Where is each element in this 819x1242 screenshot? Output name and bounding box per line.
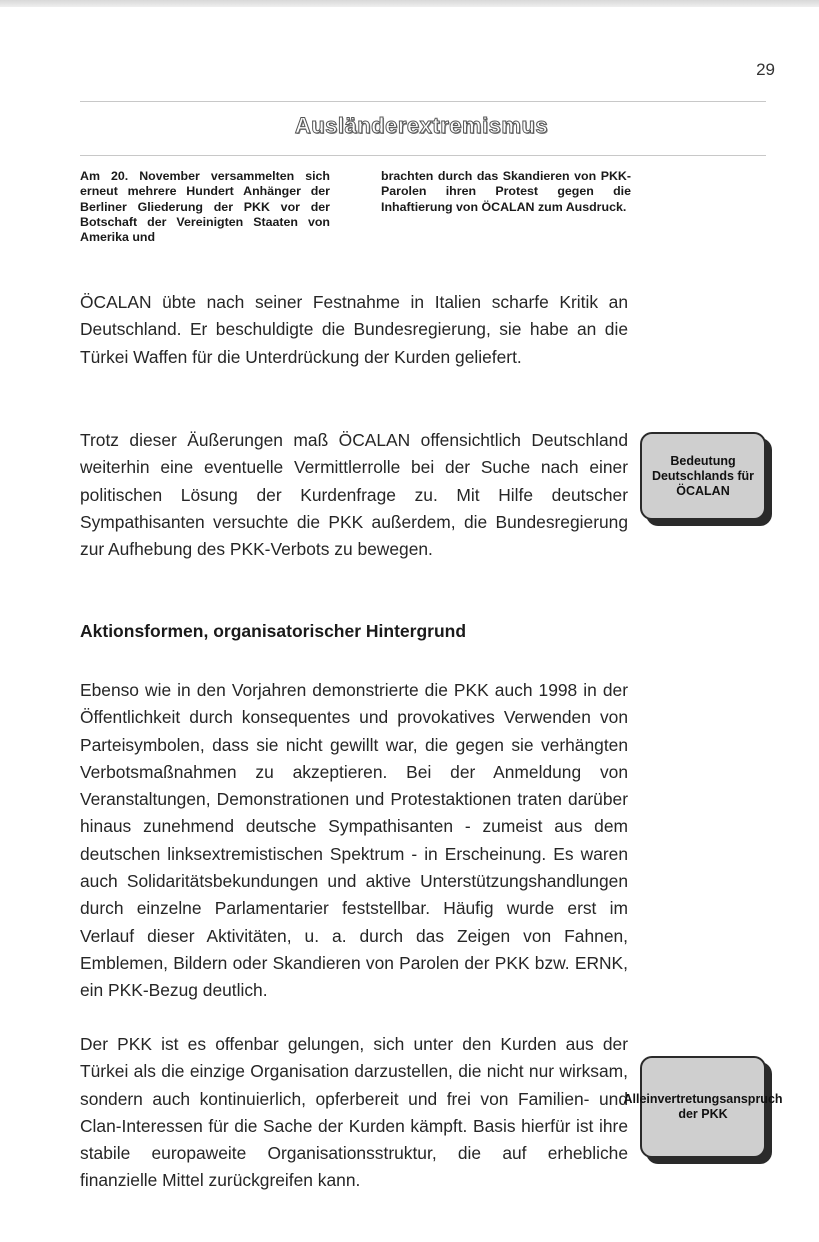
header-rule-bottom bbox=[80, 155, 766, 156]
paragraph-public-demonstrations: Ebenso wie in den Vorjahren demonstrierte die PKK auch 1998 in der Öffentlichkeit durch konsequentes und provokatives Verwenden von Parteisymbolen, dass sie nicht gewillt war, die gegen sie verhängten Verbotsmaßnahmen zu akzeptieren. Bei der Anmeldung von Veranstaltungen, Demonstrationen und Protestaktionen traten darüber hinaus zunehmend deutsche Sympathisanten - zumeist aus dem deutschen linksextremistischen Spektrum - in Erscheinung. Es waren auch Solidaritätsbekundungen und aktive Unterstützungshandlungen durch einzelne Parlamentarier feststellbar. Häufig wurde erst im Verlauf dieser Aktivitäten, u. a. durch das Zeigen von Fahnen, Emblemen, Bildern oder Skandieren von Parolen der PKK bzw. ERNK, ein PKK-Bezug deutlich. bbox=[80, 680, 628, 1001]
intro-column-right: brachten durch das Skandieren von PKK-Parolen ihren Protest gegen die Inhaftierung von ÖCALAN zum Ausdruck. bbox=[381, 169, 631, 214]
paragraph-oecalan-critique: ÖCALAN übte nach seiner Festnahme in Italien scharfe Kritik an Deutschland. Er beschuldigte die Bundesregierung, sie habe an die Türkei Waffen für die Unterdrückung der Kurden geliefert. bbox=[80, 292, 628, 367]
margin-note-importance: Bedeutung Deutschlands für ÖCALAN bbox=[640, 432, 766, 520]
page-number: 29 bbox=[756, 60, 775, 79]
intro-column-left: Am 20. November versammelten sich erneut mehrere Hundert Anhänger der Berliner Gliederung der PKK vor der Botschaft der Vereinigten Staaten von Amerika und bbox=[80, 169, 330, 245]
top-edge-bar bbox=[0, 0, 819, 7]
margin-note-sole-representation: Alleinvertretungsanspruch der PKK bbox=[640, 1056, 766, 1158]
paragraph-sole-representation: Der PKK ist es offenbar gelungen, sich unter den Kurden aus der Türkei als die einzige Organisation darzustellen, die nicht nur wirksam, sondern auch kontinuierlich, opferbereit und frei von Familien- und Clan-Interessen für die Sache der Kurden kämpft. Basis hierfür ist ihre stabile europaweite Organisationsstruktur, die auf erhebliche finanzielle Mittel zurückgreifen kann. bbox=[80, 1034, 628, 1191]
paragraph-mediator-role: Trotz dieser Äußerungen maß ÖCALAN offensichtlich Deutschland weiterhin eine eventuelle Vermittlerrolle bei der Suche nach einer politischen Lösung der Kurdenfrage zu. Mit Hilfe deutscher Sympathisanten versuchte die PKK außerdem, die Bundesregierung zur Aufhebung des PKK-Verbots zu bewegen. bbox=[80, 430, 628, 560]
section-heading: Aktionsformen, organisatorischer Hintergrund bbox=[80, 621, 467, 641]
header-rule-top bbox=[80, 101, 766, 102]
chapter-title: Ausländerextremismus bbox=[294, 113, 549, 138]
